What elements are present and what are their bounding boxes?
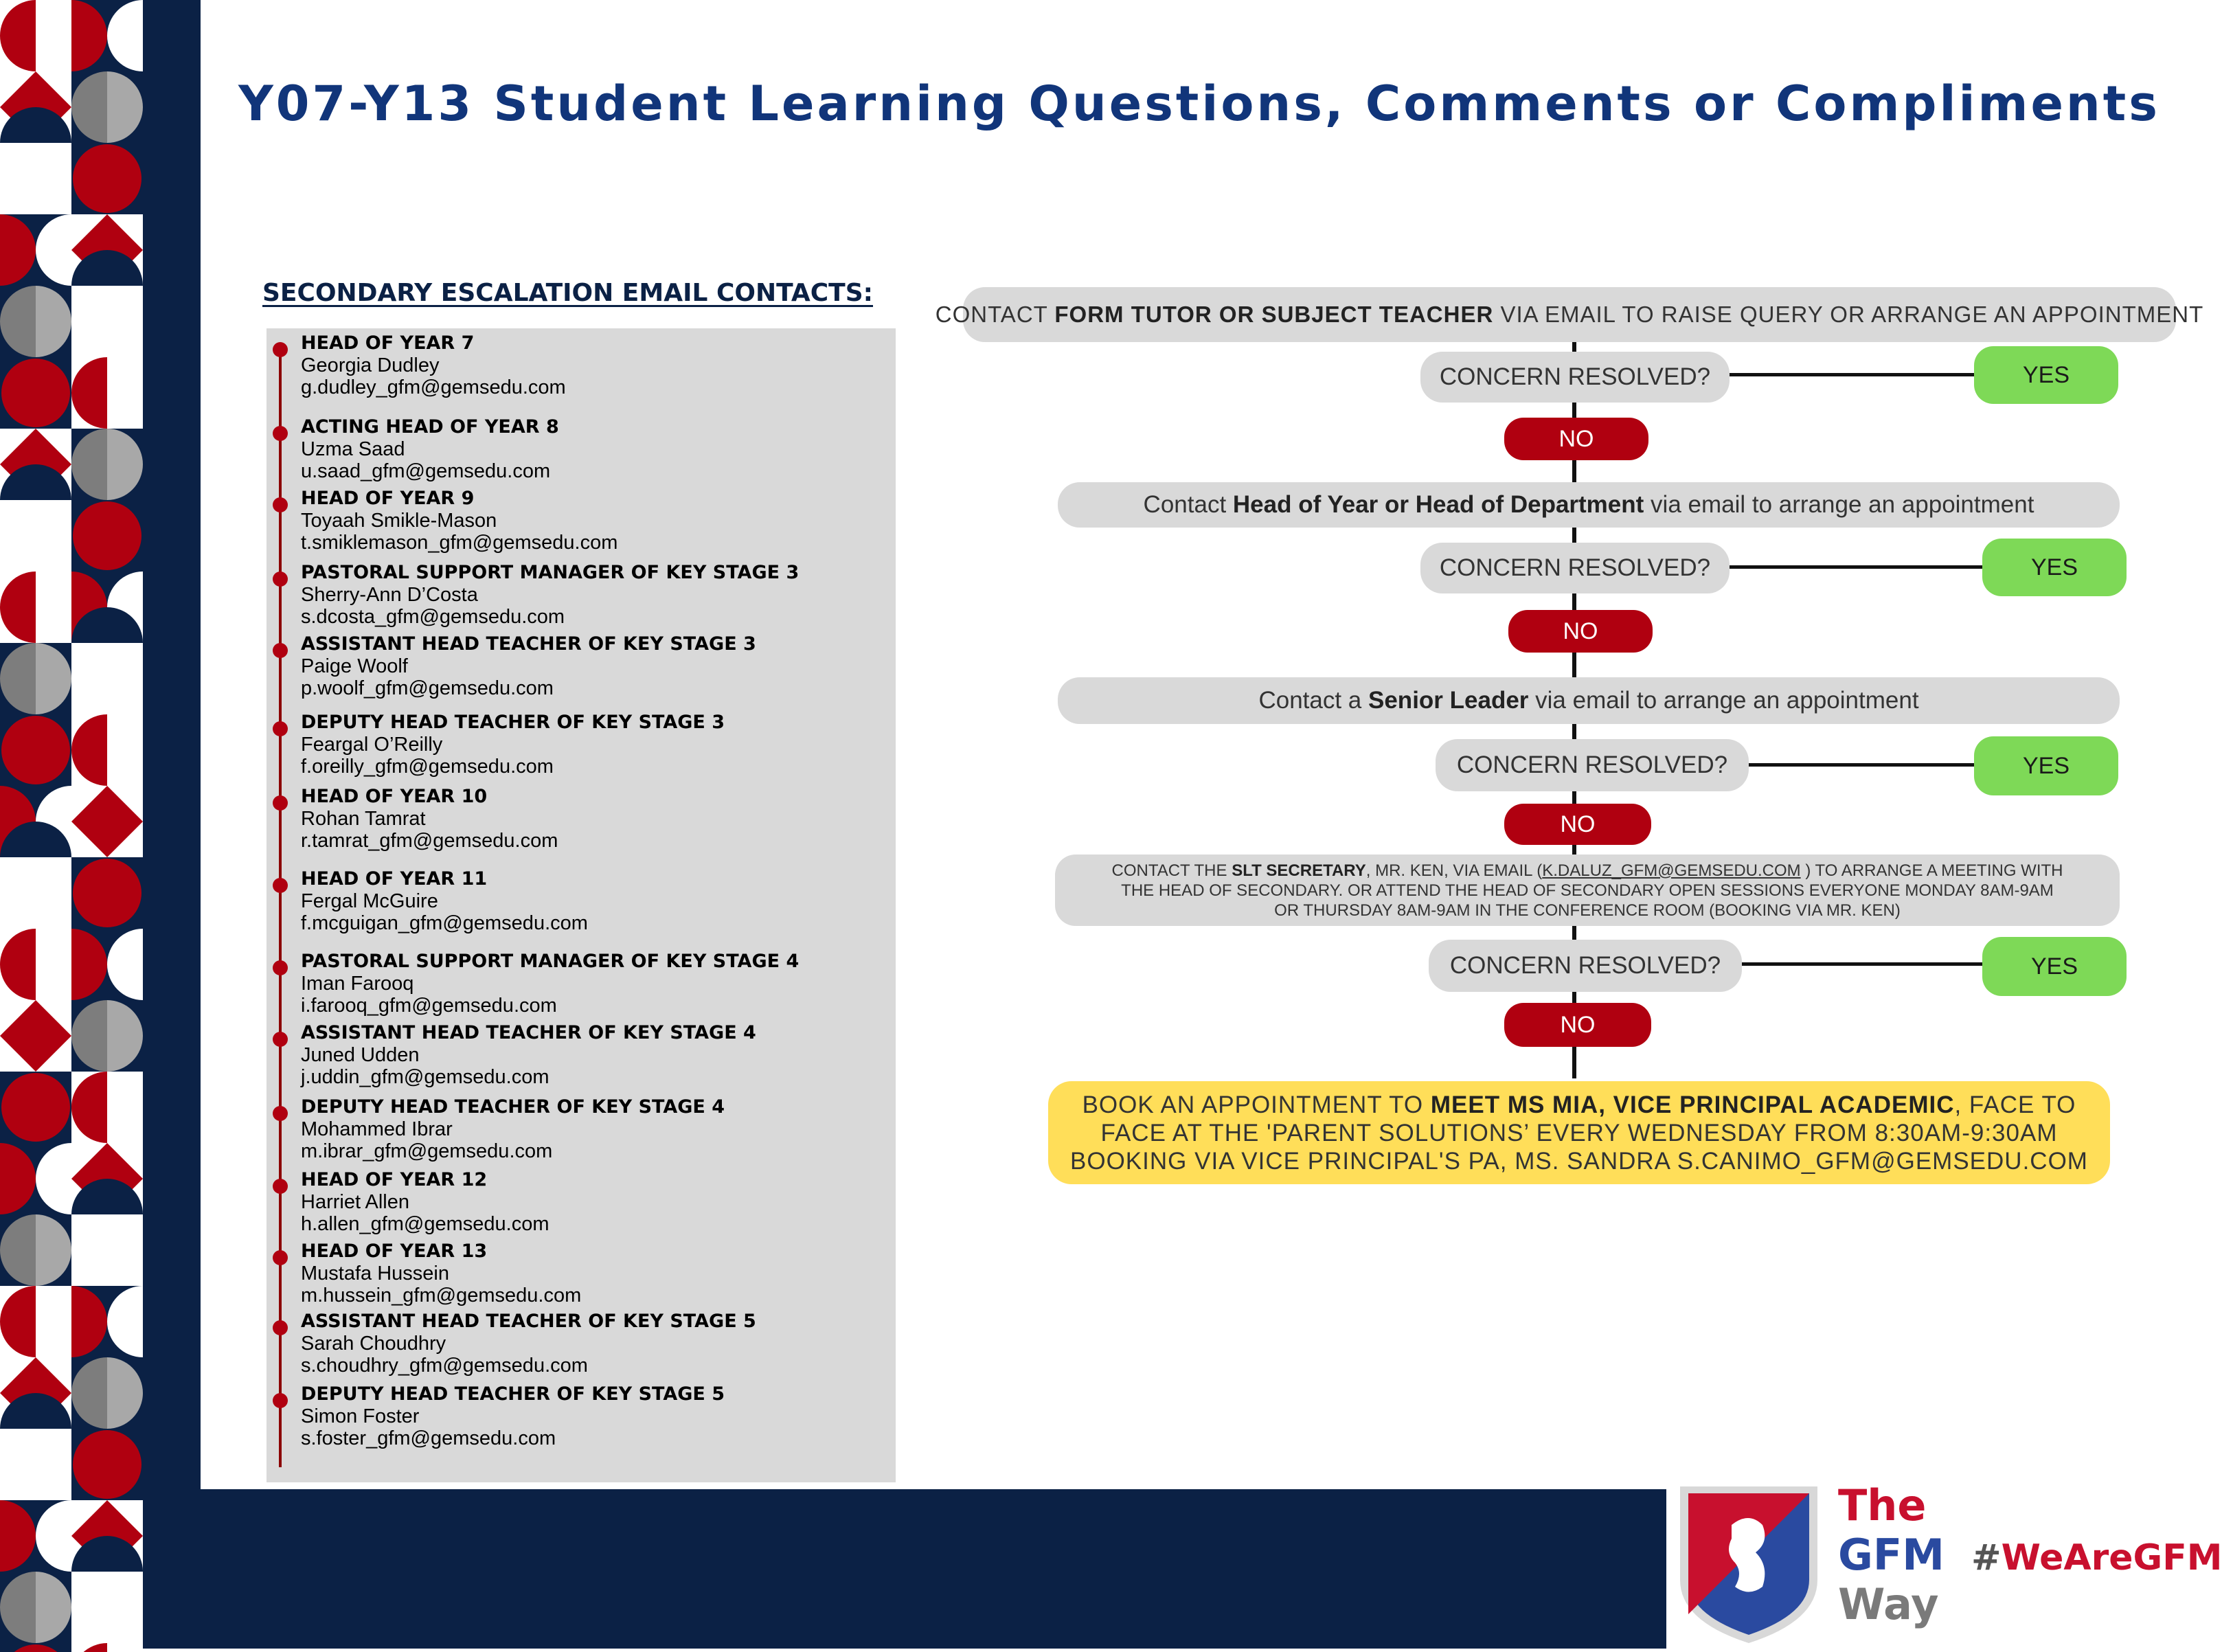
yes-connector-3 bbox=[1747, 763, 1974, 767]
logo-line-way: Way bbox=[1838, 1579, 1939, 1629]
contact-email[interactable]: f.oreilly_gfm@gemsedu.com bbox=[301, 756, 554, 778]
contact-role: ASSISTANT HEAD TEACHER OF KEY STAGE 5 bbox=[301, 1311, 756, 1332]
timeline-dot bbox=[273, 960, 288, 975]
contacts-panel bbox=[267, 328, 896, 1482]
hashtag-text: WeAreGFM bbox=[2001, 1537, 2222, 1579]
contact-name: Mohammed Ibrar bbox=[301, 1118, 453, 1140]
contact-name: Juned Udden bbox=[301, 1044, 420, 1066]
contact-role: HEAD OF YEAR 9 bbox=[301, 488, 475, 509]
no-box-1: NO bbox=[1504, 418, 1648, 460]
contact-email[interactable]: t.smiklemason_gfm@gemsedu.com bbox=[301, 532, 618, 554]
timeline-dot bbox=[273, 342, 288, 357]
yes-connector-4 bbox=[1741, 962, 1982, 966]
contact-name: Sarah Choudhry bbox=[301, 1333, 446, 1355]
no-box-2: NO bbox=[1508, 610, 1653, 653]
timeline-dot bbox=[273, 643, 288, 658]
timeline-dot bbox=[273, 426, 288, 441]
contact-email[interactable]: s.choudhry_gfm@gemsedu.com bbox=[301, 1355, 588, 1377]
step-text: Contact Head of Year or Head of Department via email to arrange an appointment bbox=[1143, 491, 2034, 518]
timeline-dot bbox=[273, 1106, 288, 1121]
step-text-line-2: THE HEAD OF SECONDARY. OR ATTEND THE HEAD OF SECONDARY OPEN SESSIONS EVERYONE MONDAY 8AM-9AM bbox=[1121, 881, 2054, 900]
step-slt-secretary bbox=[1055, 855, 2120, 926]
contact-email[interactable]: u.saad_gfm@gemsedu.com bbox=[301, 460, 551, 482]
concern-resolved-3: CONCERN RESOLVED? bbox=[1436, 739, 1749, 791]
contact-name: Sherry-Ann D’Costa bbox=[301, 584, 478, 606]
final-step-vice-principal bbox=[1048, 1081, 2110, 1184]
final-text-line-3: BOOKING VIA VICE PRINCIPAL'S PA, MS. SANDRA S.CANIMO_GFM@GEMSEDU.COM bbox=[1070, 1147, 2088, 1175]
contact-name: Fergal McGuire bbox=[301, 890, 438, 912]
contact-role: DEPUTY HEAD TEACHER OF KEY STAGE 4 bbox=[301, 1096, 725, 1118]
contact-email[interactable]: j.uddin_gfm@gemsedu.com bbox=[301, 1066, 549, 1088]
yes-box-2: YES bbox=[1982, 539, 2127, 596]
contact-role: ASSISTANT HEAD TEACHER OF KEY STAGE 3 bbox=[301, 633, 756, 655]
page-title: Y07-Y13 Student Learning Questions, Comments or Compliments bbox=[238, 76, 2160, 132]
contact-name: Toyaah Smikle-Mason bbox=[301, 510, 497, 532]
timeline-dot bbox=[273, 1032, 288, 1047]
contact-name: Uzma Saad bbox=[301, 438, 405, 460]
yes-box-3: YES bbox=[1974, 736, 2118, 795]
contact-name: Harriet Allen bbox=[301, 1191, 409, 1213]
timeline-dot bbox=[273, 795, 288, 811]
timeline-dot bbox=[273, 497, 288, 512]
contact-email[interactable]: h.allen_gfm@gemsedu.com bbox=[301, 1213, 549, 1235]
contact-role: HEAD OF YEAR 7 bbox=[301, 332, 475, 354]
contact-name: Paige Woolf bbox=[301, 655, 408, 677]
contact-name: Georgia Dudley bbox=[301, 354, 440, 376]
contact-role: HEAD OF YEAR 13 bbox=[301, 1241, 488, 1262]
contact-role: ACTING HEAD OF YEAR 8 bbox=[301, 416, 559, 438]
final-text-line-1: BOOK AN APPOINTMENT TO MEET MS MIA, VICE PRINCIPAL ACADEMIC, FACE TO bbox=[1082, 1091, 2076, 1118]
concern-resolved-2: CONCERN RESOLVED? bbox=[1420, 543, 1730, 593]
timeline-dot bbox=[273, 1320, 288, 1335]
hashtag: #WeAreGFM bbox=[1971, 1537, 2222, 1579]
navy-bottom-band bbox=[143, 1489, 1666, 1649]
step-text: CONTACT FORM TUTOR OR SUBJECT TEACHER VIA EMAIL TO RAISE QUERY OR ARRANGE AN APPOINTMENT bbox=[935, 302, 2204, 327]
contact-role: PASTORAL SUPPORT MANAGER OF KEY STAGE 4 bbox=[301, 951, 800, 972]
yes-box-1: YES bbox=[1974, 346, 2118, 404]
contact-role: HEAD OF YEAR 12 bbox=[301, 1169, 488, 1190]
timeline-dot bbox=[273, 1250, 288, 1265]
gfm-logo bbox=[1666, 1477, 2222, 1649]
no-box-4: NO bbox=[1504, 1003, 1651, 1047]
yes-connector-1 bbox=[1727, 373, 1974, 376]
logo-line-the: The bbox=[1838, 1480, 1927, 1530]
slt-email-link[interactable]: K.DALUZ_GFM@GEMSEDU.COM bbox=[1542, 861, 1801, 880]
contact-role: HEAD OF YEAR 11 bbox=[301, 868, 488, 890]
concern-resolved-4: CONCERN RESOLVED? bbox=[1429, 940, 1742, 992]
final-text-line-2: FACE AT THE 'PARENT SOLUTIONS’ EVERY WEDNESDAY FROM 8:30AM-9:30AM bbox=[1100, 1119, 2058, 1146]
step-form-tutor bbox=[935, 287, 2204, 342]
geometric-pattern-icon bbox=[0, 0, 143, 1649]
step-head-of-year bbox=[1058, 482, 2120, 528]
timeline-dot bbox=[273, 1393, 288, 1408]
contact-email[interactable]: s.dcosta_gfm@gemsedu.com bbox=[301, 606, 565, 628]
contact-name: Mustafa Hussein bbox=[301, 1263, 449, 1285]
timeline-dot bbox=[273, 721, 288, 736]
contact-email[interactable]: g.dudley_gfm@gemsedu.com bbox=[301, 376, 566, 398]
contact-email[interactable]: m.hussein_gfm@gemsedu.com bbox=[301, 1285, 582, 1306]
decorative-pattern-strip bbox=[0, 0, 143, 1649]
yes-connector-2 bbox=[1727, 565, 1982, 569]
contact-email[interactable]: p.woolf_gfm@gemsedu.com bbox=[301, 677, 554, 699]
contact-name: Iman Farooq bbox=[301, 973, 414, 995]
contact-role: HEAD OF YEAR 10 bbox=[301, 786, 488, 807]
contact-name: Simon Foster bbox=[301, 1405, 420, 1427]
logo-line-gfm: GFM bbox=[1838, 1530, 1945, 1580]
contact-role: DEPUTY HEAD TEACHER OF KEY STAGE 5 bbox=[301, 1383, 725, 1405]
concern-resolved-1: CONCERN RESOLVED? bbox=[1420, 352, 1730, 403]
contacts-heading: SECONDARY ESCALATION EMAIL CONTACTS: bbox=[262, 279, 874, 307]
contact-email[interactable]: f.mcguigan_gfm@gemsedu.com bbox=[301, 912, 588, 934]
step-text-line-1: CONTACT THE SLT SECRETARY, MR. KEN, VIA EMAIL (K.DALUZ_GFM@GEMSEDU.COM ) TO ARRANGE A MEETING WITH bbox=[1111, 861, 2063, 880]
contact-email[interactable]: s.foster_gfm@gemsedu.com bbox=[301, 1427, 556, 1449]
navy-side-band bbox=[143, 0, 201, 1649]
yes-box-4: YES bbox=[1982, 937, 2127, 996]
no-box-3: NO bbox=[1504, 804, 1651, 845]
timeline-dot bbox=[273, 572, 288, 587]
timeline-dot bbox=[273, 1179, 288, 1194]
logo-wordmark bbox=[1838, 1481, 1945, 1629]
step-text: Contact a Senior Leader via email to arrange an appointment bbox=[1258, 687, 1919, 714]
contact-role: ASSISTANT HEAD TEACHER OF KEY STAGE 4 bbox=[301, 1022, 756, 1043]
contact-email[interactable]: m.ibrar_gfm@gemsedu.com bbox=[301, 1140, 553, 1162]
timeline-dot bbox=[273, 878, 288, 893]
contact-role: PASTORAL SUPPORT MANAGER OF KEY STAGE 3 bbox=[301, 562, 800, 583]
step-text-line-3: OR THURSDAY 8AM-9AM IN THE CONFERENCE ROOM (BOOKING VIA MR. KEN) bbox=[1274, 901, 1901, 920]
contact-name: Feargal O’Reilly bbox=[301, 734, 443, 756]
contact-email[interactable]: r.tamrat_gfm@gemsedu.com bbox=[301, 830, 558, 852]
step-senior-leader bbox=[1058, 677, 2120, 724]
contact-email[interactable]: i.farooq_gfm@gemsedu.com bbox=[301, 995, 557, 1017]
contact-role: DEPUTY HEAD TEACHER OF KEY STAGE 3 bbox=[301, 712, 725, 733]
contact-name: Rohan Tamrat bbox=[301, 808, 426, 830]
